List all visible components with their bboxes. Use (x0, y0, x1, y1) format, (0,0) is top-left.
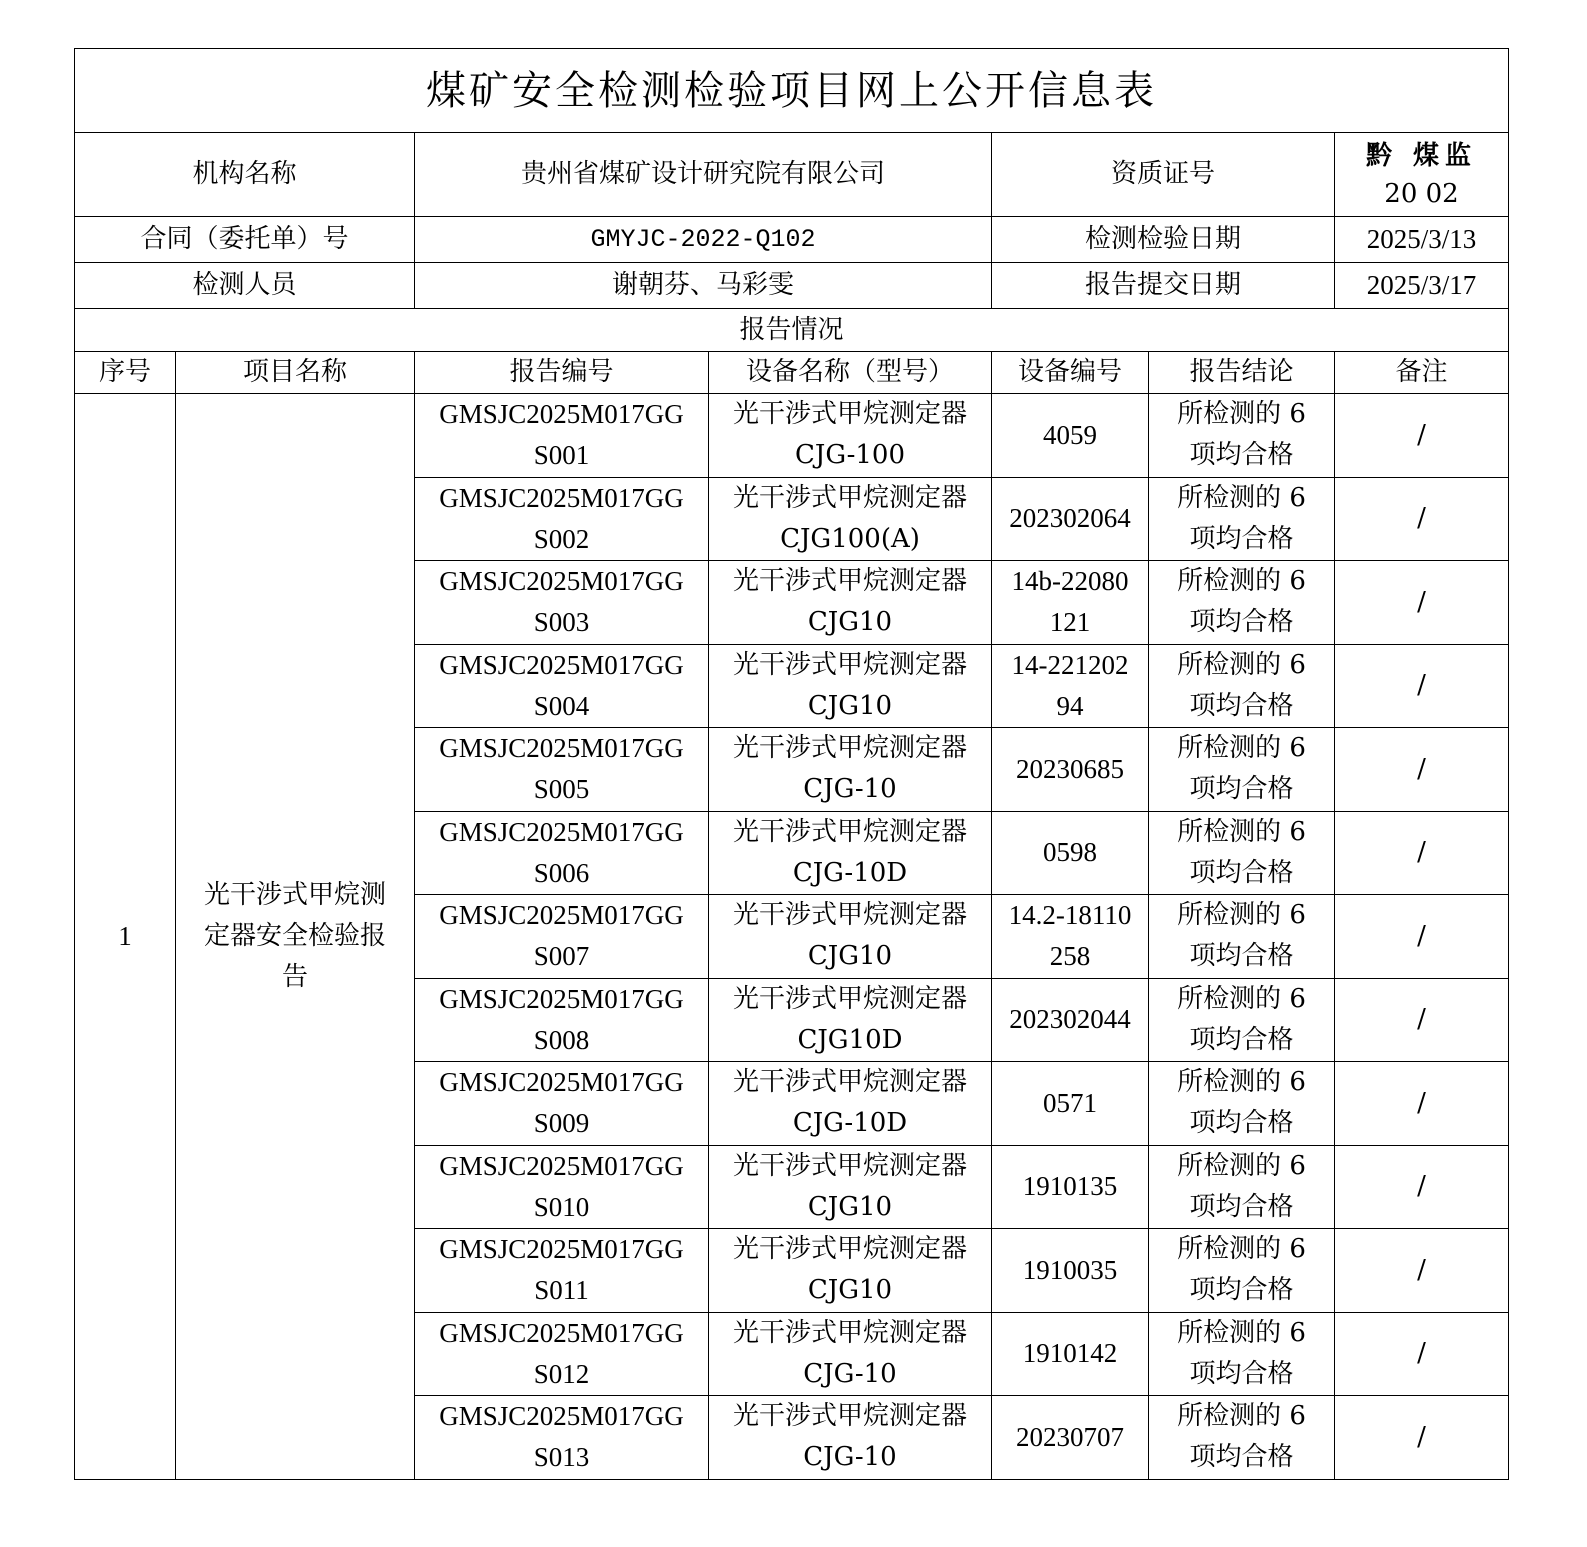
report-conclusion (1149, 394, 1335, 478)
device-name-line: 光干涉式甲烷测定器 (732, 649, 967, 680)
report-conclusion (1149, 895, 1335, 979)
device-model: CJG-100 (795, 440, 905, 471)
conclusion-line: 所检测的 6 (1177, 900, 1306, 931)
device-name-line: 光干涉式甲烷测定器 (732, 399, 967, 430)
device-serial (992, 644, 1149, 728)
report-number (415, 728, 709, 812)
cert-value (1335, 133, 1509, 217)
inspectors-value: 谢朝芬、马彩雯 (415, 263, 992, 309)
conclusion-line: 项均合格 (1189, 774, 1294, 805)
report-number (415, 561, 709, 645)
conclusion-line: 项均合格 (1189, 690, 1294, 721)
table-row (75, 394, 1509, 478)
device-model: CJG-10D (792, 1108, 908, 1139)
column-header: 备注 (1335, 352, 1509, 394)
project-name-line: 定器安全检验报 (203, 920, 386, 951)
report-number-line: GMSJC2025M017GG (439, 1150, 684, 1181)
column-header: 项目名称 (176, 352, 415, 394)
device-name-line: 光干涉式甲烷测定器 (732, 566, 967, 597)
device-serial (992, 728, 1149, 812)
column-header-row (75, 352, 1509, 394)
device-serial (992, 561, 1149, 645)
device-serial (992, 1312, 1149, 1396)
device-name (709, 1396, 992, 1480)
report-number (415, 477, 709, 561)
conclusion-line: 所检测的 6 (1177, 649, 1306, 680)
project-name-line: 告 (281, 961, 308, 992)
conclusion-line: 所检测的 6 (1177, 1401, 1306, 1432)
column-header: 序号 (75, 352, 176, 394)
contract-value: GMYJC-2022-Q102 (415, 217, 992, 263)
device-serial (992, 978, 1149, 1062)
report-number-line: S008 (533, 1024, 590, 1055)
report-conclusion (1149, 811, 1335, 895)
conclusion-line: 所检测的 6 (1177, 566, 1306, 597)
report-section-row (75, 309, 1509, 352)
remark: / (1335, 561, 1509, 645)
device-name (709, 477, 992, 561)
org-row (75, 133, 1509, 217)
device-name (709, 1312, 992, 1396)
report-number (415, 1396, 709, 1480)
org-label: 机构名称 (75, 133, 415, 217)
report-number-line: S002 (533, 523, 590, 554)
device-serial (992, 394, 1149, 478)
page-title: 煤矿安全检测检验项目网上公开信息表 (75, 49, 1509, 133)
conclusion-line: 所检测的 6 (1177, 1234, 1306, 1265)
report-number-line: S012 (533, 1358, 590, 1389)
device-name-line: 光干涉式甲烷测定器 (732, 482, 967, 513)
device-serial-line: 20230707 (1016, 1421, 1124, 1452)
device-serial-line: 4059 (1043, 419, 1097, 450)
device-serial-line: 14.2-18110 (1008, 900, 1132, 931)
project-index: 1 (75, 394, 176, 1480)
title-row (75, 49, 1509, 133)
report-number-line: S003 (533, 607, 590, 638)
conclusion-line: 所检测的 6 (1177, 1317, 1306, 1348)
device-serial-line: 1910035 (1022, 1254, 1118, 1285)
report-number (415, 811, 709, 895)
report-number-line: GMSJC2025M017GG (439, 482, 684, 513)
device-name (709, 811, 992, 895)
report-number-line: GMSJC2025M017GG (439, 399, 684, 430)
conclusion-line: 所检测的 6 (1177, 816, 1306, 847)
report-number (415, 1062, 709, 1146)
device-serial (992, 477, 1149, 561)
report-number (415, 1229, 709, 1313)
report-number (415, 644, 709, 728)
cert-line-2: 20 02 (1384, 178, 1459, 209)
device-model: CJG-10 (803, 1442, 897, 1473)
conclusion-line: 项均合格 (1189, 1108, 1294, 1139)
device-name-line: 光干涉式甲烷测定器 (732, 1234, 967, 1265)
remark: / (1335, 895, 1509, 979)
column-header: 设备编号 (992, 352, 1149, 394)
report-number (415, 394, 709, 478)
report-number-line: S004 (533, 690, 590, 721)
device-name (709, 978, 992, 1062)
report-number-line: GMSJC2025M017GG (439, 816, 684, 847)
org-value: 贵州省煤矿设计研究院有限公司 (415, 133, 992, 217)
inspectors-row (75, 263, 1509, 309)
remark: / (1335, 1062, 1509, 1146)
report-section-title: 报告情况 (75, 309, 1509, 352)
test-date-label: 检测检验日期 (992, 217, 1335, 263)
device-name-line: 光干涉式甲烷测定器 (732, 1150, 967, 1181)
test-date-value: 2025/3/13 (1335, 217, 1509, 263)
cert-line-1: 黔 煤监 (1365, 140, 1478, 171)
report-conclusion (1149, 1062, 1335, 1146)
device-name (709, 1062, 992, 1146)
device-model: CJG10 (807, 1275, 893, 1306)
report-number-line: GMSJC2025M017GG (439, 983, 684, 1014)
device-serial-line: 1910135 (1022, 1171, 1118, 1202)
conclusion-line: 项均合格 (1189, 1024, 1294, 1055)
report-number-line: S013 (533, 1442, 590, 1473)
report-number-line: S007 (533, 941, 590, 972)
remark: / (1335, 394, 1509, 478)
remark: / (1335, 1312, 1509, 1396)
report-number (415, 978, 709, 1062)
report-conclusion (1149, 1312, 1335, 1396)
report-number-line: S001 (533, 440, 590, 471)
device-model: CJG-10D (792, 857, 908, 888)
device-model: CJG10 (807, 690, 893, 721)
device-serial (992, 1062, 1149, 1146)
report-number-line: GMSJC2025M017GG (439, 566, 684, 597)
device-serial-line: 0598 (1043, 837, 1097, 868)
report-number-line: S009 (533, 1108, 590, 1139)
device-model: CJG10 (807, 941, 893, 972)
report-number (415, 1312, 709, 1396)
remark: / (1335, 644, 1509, 728)
device-serial-line: 0571 (1043, 1087, 1097, 1118)
device-name (709, 1229, 992, 1313)
conclusion-line: 项均合格 (1189, 440, 1294, 471)
device-serial-line: 121 (1049, 607, 1091, 638)
remark: / (1335, 1229, 1509, 1313)
device-model: CJG100(A) (780, 523, 920, 554)
device-serial-line: 202302064 (1009, 503, 1131, 534)
device-name-line: 光干涉式甲烷测定器 (732, 1401, 967, 1432)
conclusion-line: 项均合格 (1189, 1442, 1294, 1473)
device-model: CJG10D (797, 1024, 903, 1055)
device-name (709, 895, 992, 979)
cert-label: 资质证号 (992, 133, 1335, 217)
project-name (176, 394, 415, 1480)
report-number-line: GMSJC2025M017GG (439, 1401, 684, 1432)
conclusion-line: 项均合格 (1189, 941, 1294, 972)
report-conclusion (1149, 1229, 1335, 1313)
device-serial-line: 202302044 (1009, 1004, 1131, 1035)
report-conclusion (1149, 1396, 1335, 1480)
device-name-line: 光干涉式甲烷测定器 (732, 1317, 967, 1348)
device-name (709, 728, 992, 812)
conclusion-line: 项均合格 (1189, 607, 1294, 638)
conclusion-line: 所检测的 6 (1177, 1067, 1306, 1098)
device-name (709, 394, 992, 478)
column-header: 报告结论 (1149, 352, 1335, 394)
report-conclusion (1149, 477, 1335, 561)
remark: / (1335, 1145, 1509, 1229)
device-name-line: 光干涉式甲烷测定器 (732, 1067, 967, 1098)
contract-label: 合同（委托单）号 (75, 217, 415, 263)
report-number-line: GMSJC2025M017GG (439, 733, 684, 764)
report-conclusion (1149, 561, 1335, 645)
report-number-line: GMSJC2025M017GG (439, 900, 684, 931)
remark: / (1335, 811, 1509, 895)
submit-date-value: 2025/3/17 (1335, 263, 1509, 309)
conclusion-line: 项均合格 (1189, 523, 1294, 554)
conclusion-line: 所检测的 6 (1177, 482, 1306, 513)
device-serial-line: 1910142 (1022, 1338, 1118, 1369)
report-number-line: S010 (533, 1191, 590, 1222)
report-number-line: GMSJC2025M017GG (439, 649, 684, 680)
report-conclusion (1149, 728, 1335, 812)
report-number (415, 1145, 709, 1229)
report-number-line: S005 (533, 774, 590, 805)
device-name-line: 光干涉式甲烷测定器 (732, 900, 967, 931)
info-table (74, 48, 1509, 1480)
device-model: CJG-10 (803, 774, 897, 805)
device-name (709, 561, 992, 645)
inspectors-label: 检测人员 (75, 263, 415, 309)
remark: / (1335, 728, 1509, 812)
device-serial-line: 14b-22080 (1011, 566, 1129, 597)
device-name-line: 光干涉式甲烷测定器 (732, 983, 967, 1014)
remark: / (1335, 477, 1509, 561)
device-name (709, 1145, 992, 1229)
device-model: CJG10 (807, 1191, 893, 1222)
report-number-line: S006 (533, 857, 590, 888)
device-serial (992, 895, 1149, 979)
report-number-line: GMSJC2025M017GG (439, 1317, 684, 1348)
device-name-line: 光干涉式甲烷测定器 (732, 733, 967, 764)
device-serial-line: 14-221202 (1011, 649, 1129, 680)
device-name-line: 光干涉式甲烷测定器 (732, 816, 967, 847)
report-conclusion (1149, 1145, 1335, 1229)
submit-date-label: 报告提交日期 (992, 263, 1335, 309)
conclusion-line: 项均合格 (1189, 1275, 1294, 1306)
conclusion-line: 所检测的 6 (1177, 733, 1306, 764)
conclusion-line: 项均合格 (1189, 1191, 1294, 1222)
project-name-line: 光干涉式甲烷测 (203, 879, 386, 910)
contract-row (75, 217, 1509, 263)
conclusion-line: 所检测的 6 (1177, 983, 1306, 1014)
report-number (415, 895, 709, 979)
remark: / (1335, 1396, 1509, 1480)
report-number-line: GMSJC2025M017GG (439, 1067, 684, 1098)
remark: / (1335, 978, 1509, 1062)
device-serial (992, 811, 1149, 895)
device-model: CJG-10 (803, 1358, 897, 1389)
device-serial (992, 1229, 1149, 1313)
conclusion-line: 项均合格 (1189, 1358, 1294, 1389)
report-conclusion (1149, 644, 1335, 728)
device-serial-line: 258 (1049, 941, 1091, 972)
conclusion-line: 项均合格 (1189, 857, 1294, 888)
device-serial-line: 20230685 (1016, 753, 1124, 784)
column-header: 报告编号 (415, 352, 709, 394)
report-conclusion (1149, 978, 1335, 1062)
device-serial (992, 1396, 1149, 1480)
report-number-line: GMSJC2025M017GG (439, 1234, 684, 1265)
device-model: CJG10 (807, 607, 893, 638)
report-number-line: S011 (534, 1275, 589, 1306)
device-serial-line: 94 (1056, 690, 1084, 721)
device-serial (992, 1145, 1149, 1229)
conclusion-line: 所检测的 6 (1177, 399, 1306, 430)
device-name (709, 644, 992, 728)
column-header: 设备名称（型号） (709, 352, 992, 394)
conclusion-line: 所检测的 6 (1177, 1150, 1306, 1181)
